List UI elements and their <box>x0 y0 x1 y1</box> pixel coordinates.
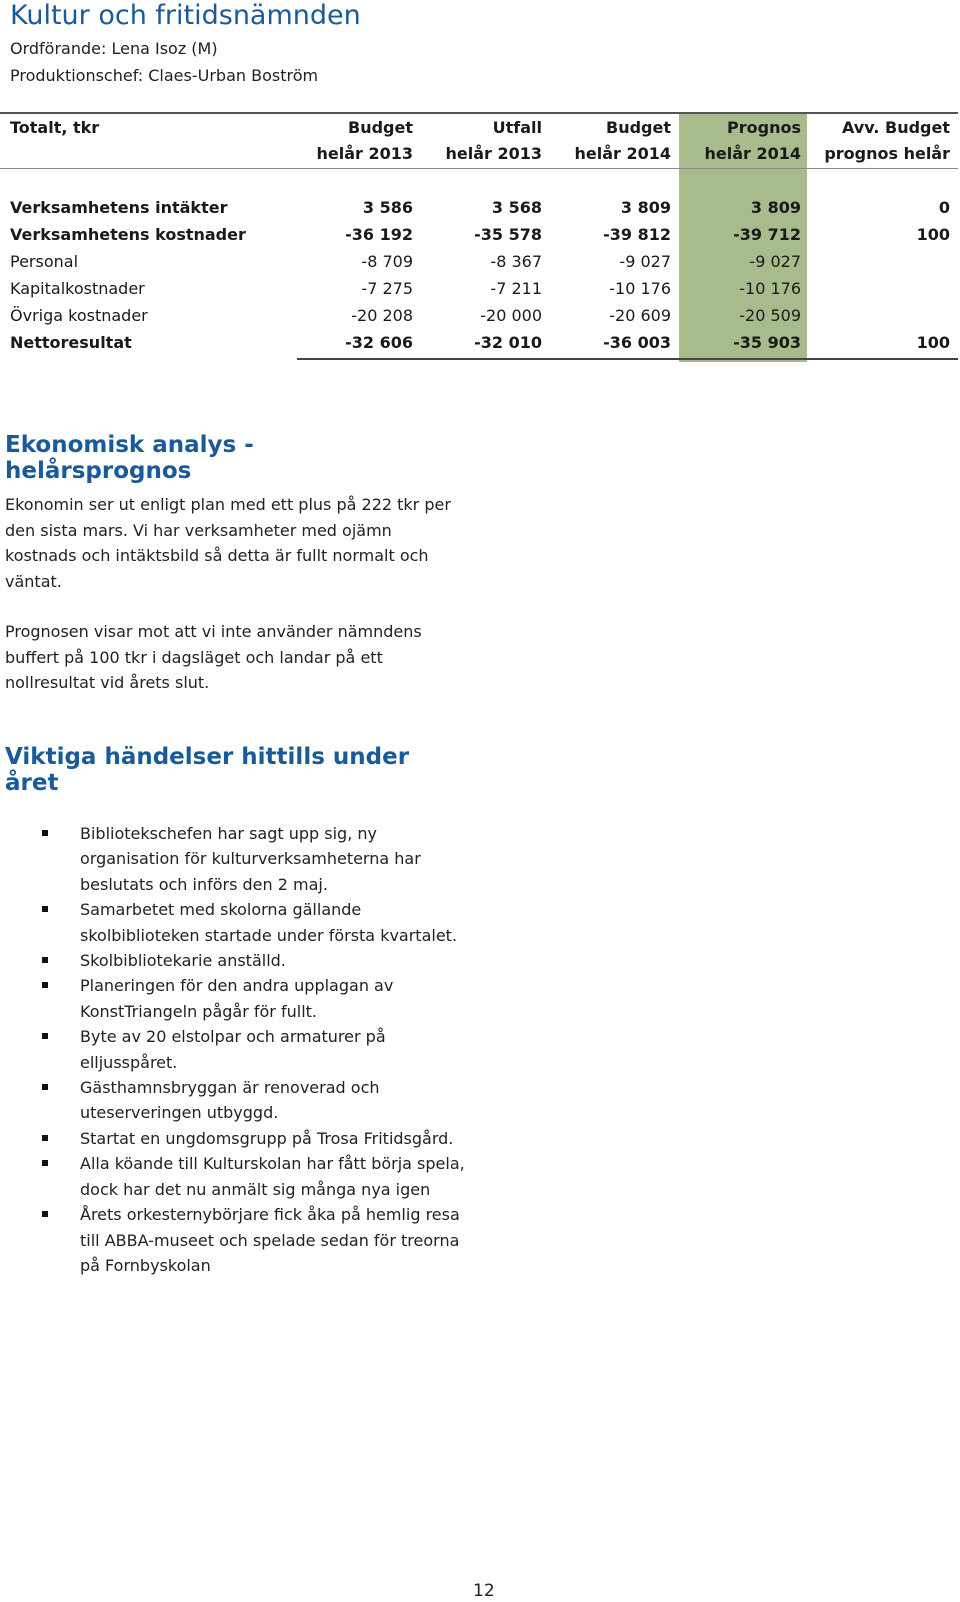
bullet-icon <box>42 957 48 963</box>
row-label: Kapitalkostnader <box>10 279 145 298</box>
list-item <box>0 973 470 1024</box>
list-item-text: Årets orkesternybörjare fick åka på hemlig resa till ABBA-museet och spelade sedan för treorna på Fornbyskolan <box>80 1205 460 1275</box>
list-item-text: Alla köande till Kulturskolan har fått börja spela, dock har det nu anmält sig många nya igen <box>80 1154 465 1199</box>
chair-line: Ordförande: Lena Isoz (M) <box>10 39 218 58</box>
table-cell: 0 <box>938 198 950 217</box>
table-cell: -20 000 <box>480 306 542 325</box>
table-cell: -8 709 <box>361 252 413 271</box>
row-label: Verksamhetens kostnader <box>10 225 246 244</box>
table-cell: 3 809 <box>750 198 801 217</box>
table-cell: -10 176 <box>609 279 671 298</box>
bullet-icon <box>42 1033 48 1039</box>
events-heading-line2: året <box>5 770 59 796</box>
list-item <box>0 1126 470 1151</box>
bullet-icon <box>42 982 48 988</box>
list-item-text: Skolbibliotekarie anställd. <box>80 951 286 971</box>
table-cell: -32 606 <box>345 333 413 352</box>
table-cell: 3 586 <box>362 198 413 217</box>
table-cell: -20 208 <box>351 306 413 325</box>
budget-table <box>0 112 960 364</box>
table-top-rule <box>0 112 958 114</box>
table-cell: -9 027 <box>749 252 801 271</box>
list-item <box>0 1075 470 1126</box>
bullet-icon <box>42 830 48 836</box>
list-item <box>0 897 470 948</box>
table-cell: -10 176 <box>739 279 801 298</box>
bullet-icon <box>42 1135 48 1141</box>
header-label: Totalt, tkr <box>10 118 100 137</box>
list-item <box>0 948 470 973</box>
page-number: 12 <box>473 1581 495 1601</box>
table-cell: -39 712 <box>733 225 801 244</box>
bullet-icon <box>42 906 48 912</box>
table-cell: -36 192 <box>345 225 413 244</box>
analysis-paragraph-1: Ekonomin ser ut enligt plan med ett plus på 222 tkr per den sista mars. Vi har verksamheter med ojämn kostnads och intäktsbild så detta är fullt normalt och väntat. <box>5 495 451 591</box>
table-cell: 3 568 <box>491 198 542 217</box>
table-header-rule <box>0 168 958 169</box>
header2-col2: helår 2013 <box>445 144 542 163</box>
table-cell: -36 003 <box>603 333 671 352</box>
table-cell: -35 578 <box>474 225 542 244</box>
list-item <box>0 821 470 897</box>
list-item-text: Startat en ungdomsgrupp på Trosa Fritidsgård. <box>80 1128 454 1148</box>
bullet-icon <box>42 1211 48 1217</box>
production-chief-line: Produktionschef: Claes-Urban Boström <box>10 66 319 85</box>
header2-col4: helår 2014 <box>704 144 801 163</box>
list-item-text: Bibliotekschefen har sagt upp sig, ny organisation för kulturverksamheterna har beslutats och införs den 2 maj. <box>80 824 421 894</box>
table-cell: -7 275 <box>361 279 413 298</box>
analysis-paragraph-2: Prognosen visar mot att vi inte använder nämndens buffert på 100 tkr i dagsläget och landar på ett nollresultat vid årets slut. <box>5 622 422 692</box>
table-cell: 100 <box>916 333 950 352</box>
table-cell: 3 809 <box>620 198 671 217</box>
row-label: Personal <box>10 252 79 271</box>
table-cell: -20 609 <box>609 306 671 325</box>
bullet-icon <box>42 1084 48 1090</box>
events-list <box>0 821 470 1278</box>
table-cell: -8 367 <box>490 252 542 271</box>
header-col3: Budget <box>606 118 671 137</box>
table-cell: -39 812 <box>603 225 671 244</box>
row-label: Verksamhetens intäkter <box>10 198 228 217</box>
header-col1: Budget <box>348 118 413 137</box>
page-title: Kultur och fritidsnämnden <box>10 0 361 31</box>
list-item-text: Gästhamnsbryggan är renoverad och uteserveringen utbyggd. <box>80 1078 380 1123</box>
table-cell: -9 027 <box>619 252 671 271</box>
analysis-heading-line1: Ekonomisk analys - <box>5 432 254 458</box>
list-item-text: Samarbetet med skolorna gällande skolbiblioteken startade under första kvartalet. <box>80 900 458 945</box>
list-item <box>0 1202 470 1278</box>
table-cell: 100 <box>916 225 950 244</box>
table-cell: -35 903 <box>733 333 801 352</box>
header2-col1: helår 2013 <box>316 144 413 163</box>
table-cell: -20 509 <box>739 306 801 325</box>
header2-col5: prognos helår <box>824 144 950 163</box>
table-cell: -7 211 <box>490 279 542 298</box>
list-item-text: Planeringen för den andra upplagan av KonstTriangeln pågår för fullt. <box>80 976 394 1021</box>
header2-col3: helår 2014 <box>574 144 671 163</box>
analysis-heading-line2: helårsprognos <box>5 458 192 484</box>
events-heading-line1: Viktiga händelser hittills under <box>5 744 410 770</box>
row-label: Nettoresultat <box>10 333 132 352</box>
header-col2: Utfall <box>492 118 542 137</box>
list-item-text: Byte av 20 elstolpar och armaturer på elljusspåret. <box>80 1027 386 1072</box>
table-bottom-rule <box>297 358 958 360</box>
events-heading <box>5 744 409 796</box>
bullet-icon <box>42 1160 48 1166</box>
header-col5: Avv. Budget <box>841 118 950 137</box>
header-col4: Prognos <box>727 118 801 137</box>
list-item <box>0 1024 470 1075</box>
list-item <box>0 1151 470 1202</box>
analysis-heading <box>5 432 254 484</box>
row-label: Övriga kostnader <box>10 306 148 325</box>
table-cell: -32 010 <box>474 333 542 352</box>
